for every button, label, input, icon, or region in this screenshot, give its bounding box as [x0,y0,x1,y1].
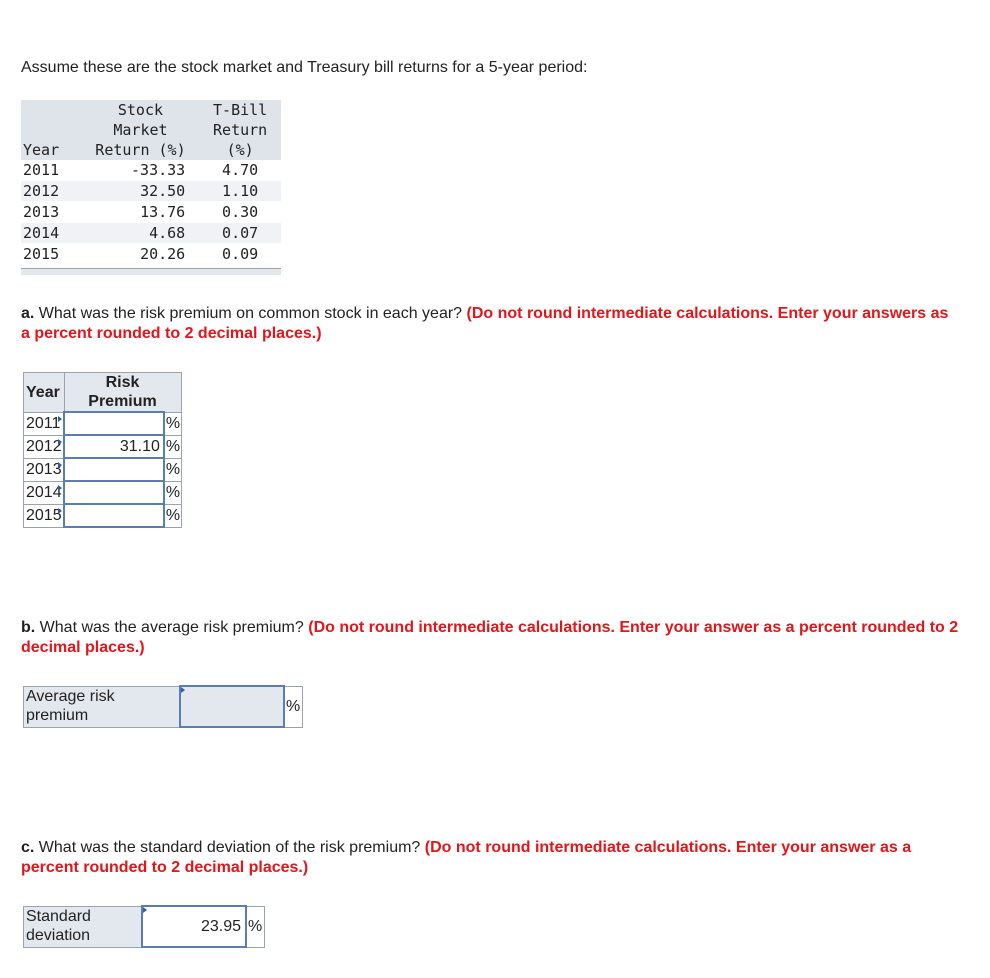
standard-deviation-answer [23,905,265,948]
tbill-header-line3: (%) [226,141,254,159]
data-tbill-return: 4.70 [199,160,281,181]
question-a-text: What was the risk premium on common stock in each year? [38,305,463,322]
risk-premium-input-2011[interactable] [64,412,164,435]
returns-data-table [21,100,281,265]
risk-premium-input-2013[interactable] [64,458,164,481]
average-risk-premium-label [24,686,181,727]
answer-year: 2014 [24,481,65,504]
data-tbill-return: 0.09 [199,244,281,265]
data-stock-return: 20.26 [80,244,200,265]
average-risk-premium-label-line1: Average risk [26,687,115,705]
data-stock-return: 13.76 [80,202,200,223]
data-stock-return: -33.33 [80,160,200,181]
data-row [21,160,281,181]
data-row [21,244,281,265]
question-a [21,304,961,344]
percent-sign: % [164,481,181,504]
data-year: 2011 [21,160,80,181]
answer-row [24,504,182,527]
risk-premium-input-2014[interactable] [64,481,164,504]
data-stock-return: 32.50 [80,181,200,202]
data-year: 2013 [21,202,80,223]
question-b-instruction: (Do not round intermediate calculations. Enter your answer as a percent rounded to 2 decimal places.) [21,619,959,656]
answer-year: 2012 [24,435,65,458]
year-header: Year [23,141,60,159]
answer-row [24,412,182,435]
data-row [21,223,281,244]
data-year: 2014 [21,223,80,244]
standard-deviation-label [24,906,143,947]
tbill-header-line1: T-Bill [213,101,268,119]
data-row [21,202,281,223]
data-tbill-return: 1.10 [199,181,281,202]
risk-premium-input-2015[interactable] [64,504,164,527]
answer-year: 2013 [24,458,65,481]
question-b-text: What was the average risk premium? [39,619,304,636]
question-b [21,618,961,658]
data-row [21,181,281,202]
question-c-letter: c. [21,839,35,856]
question-a-instruction: (Do not round intermediate calculations. Enter your answers as a percent rounded to 2 decimal places.) [21,305,949,342]
intro-text: Assume these are the stock market and Treasury bill returns for a 5-year period: [21,59,588,76]
table-bottom-rule [21,268,281,275]
percent-sign: % [164,412,181,435]
percent-sign: % [164,435,181,458]
percent-sign: % [246,906,265,947]
risk-premium-header-line1: Risk [105,374,140,391]
data-tbill-return: 0.30 [199,202,281,223]
answer-year-header: Year [24,373,65,413]
average-risk-premium-input[interactable] [180,686,284,727]
tbill-header-line2: Return [213,121,268,139]
risk-premium-answer-table [23,372,182,528]
question-a-letter: a. [21,305,35,322]
percent-sign: % [284,686,303,727]
data-year: 2015 [21,244,80,265]
percent-sign: % [164,458,181,481]
standard-deviation-label-line2: deviation [26,926,91,944]
percent-sign: % [164,504,181,527]
answer-row [24,458,182,481]
answer-year: 2011 [24,412,65,435]
risk-premium-input-2012[interactable]: 31.10 [64,435,164,458]
standard-deviation-input[interactable]: 23.95 [142,906,246,947]
data-stock-return: 4.68 [80,223,200,244]
standard-deviation-label-line1: Standard [26,907,91,925]
answer-row [24,481,182,504]
stock-header-line1: Stock [117,101,164,119]
data-year: 2012 [21,181,80,202]
question-c-text: What was the standard deviation of the risk premium? [38,839,421,856]
data-tbill-return: 0.07 [199,223,281,244]
risk-premium-header [64,373,181,413]
question-b-letter: b. [21,619,36,636]
question-c-instruction: (Do not round intermediate calculations. Enter your answer as a percent rounded to 2 decimal places.) [21,839,912,876]
stock-header-line3: Return (%) [95,141,186,159]
average-risk-premium-answer [23,685,303,728]
answer-year: 2015 [24,504,65,527]
answer-row [24,435,182,458]
question-c [21,838,961,878]
stock-header-line2: Market [113,121,168,139]
risk-premium-header-line2: Premium [88,393,157,410]
average-risk-premium-label-line2: premium [26,706,89,724]
